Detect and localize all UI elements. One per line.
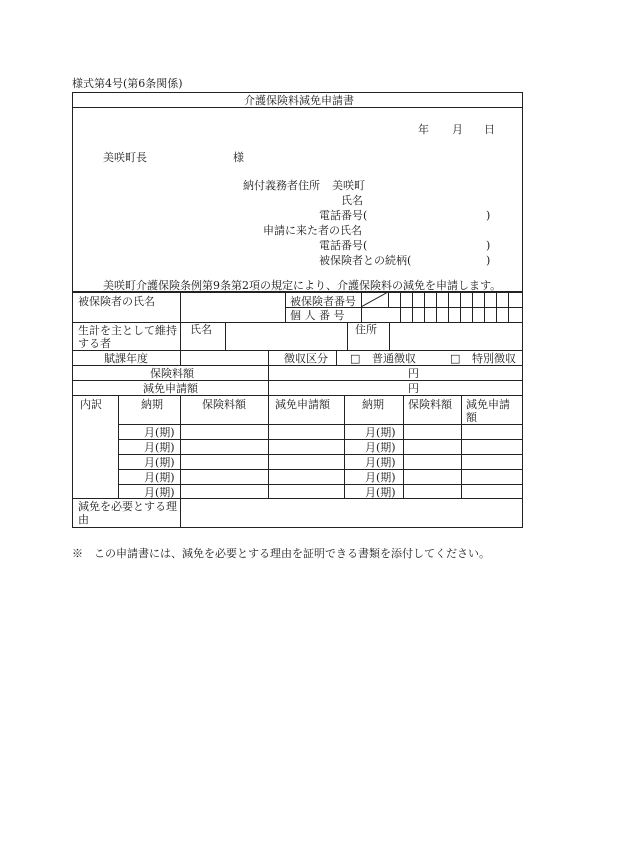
reduction-header-left: 減免申請額 (275, 398, 330, 411)
ordinary-checkbox[interactable]: □ (350, 352, 361, 365)
premium-header-left: 保険料額 (202, 398, 246, 411)
month-period-left-1: 月(期) (144, 426, 175, 439)
date-month: 月 (452, 123, 463, 136)
applicant-name-label: 氏名 (341, 194, 363, 207)
visitor-name-label: 申請に来た者の氏名 (263, 224, 362, 237)
form-title: 介護保険料減免申請書 (244, 94, 354, 107)
relation-label: 被保険者との続柄( (319, 254, 412, 267)
month-period-left-5: 月(期) (144, 486, 175, 499)
premium-header-right: 保険料額 (408, 398, 452, 411)
special-checkbox[interactable]: □ (450, 352, 461, 365)
month-period-right-5: 月(期) (365, 486, 396, 499)
form-frame (72, 92, 523, 292)
reduction-header-right: 減免申請額 (466, 398, 510, 424)
form-number: 様式第4号(第6条関係) (72, 77, 183, 90)
period-header-right: 納期 (362, 398, 384, 411)
date-year: 年 (418, 123, 429, 136)
footnote: ※ この申請書には、減免を必要とする理由を証明できる書類を添付してください。 (72, 547, 490, 560)
addressee-honorific: 様 (233, 151, 244, 164)
address-value: 美咲町 (332, 179, 365, 192)
month-period-left-4: 月(期) (144, 471, 175, 484)
month-period-left-3: 月(期) (144, 456, 175, 469)
breakdown-label: 内訳 (80, 398, 102, 411)
month-period-left-2: 月(期) (144, 441, 175, 454)
reduction-amount-label: 減免申請額 (143, 382, 198, 395)
premium-amount-label: 保険料額 (150, 367, 194, 380)
personal-number-label: 個 人 番 号 (290, 309, 345, 322)
reduction-yen: 円 (408, 382, 419, 395)
householder-address-label: 住所 (355, 323, 377, 336)
visitor-phone-close: ) (486, 239, 491, 252)
premium-yen: 円 (408, 367, 419, 380)
applicant-phone-label: 電話番号( (319, 209, 368, 222)
month-period-right-1: 月(期) (365, 426, 396, 439)
statement: 美咲町介護保険条例第9条第2項の規定により、介護保険料の減免を申請します。 (103, 279, 502, 292)
address-label: 納付義務者住所 (243, 179, 320, 192)
month-period-right-3: 月(期) (365, 456, 396, 469)
insured-number-label: 被保険者番号 (290, 295, 356, 308)
householder-name-label: 氏名 (190, 323, 212, 336)
applicant-phone-close: ) (486, 209, 491, 222)
insured-name-label: 被保険者の氏名 (78, 295, 155, 308)
month-period-right-2: 月(期) (365, 441, 396, 454)
fiscal-year-label: 賦課年度 (104, 352, 148, 365)
collection-type-label: 徴収区分 (284, 352, 328, 365)
date-day: 日 (484, 123, 495, 136)
visitor-phone-label: 電話番号( (319, 239, 368, 252)
month-period-right-4: 月(期) (365, 471, 396, 484)
special-collection-label: 特別徴収 (472, 352, 516, 365)
number-slash (361, 292, 389, 308)
householder-label: 生計を主として維持する者 (78, 324, 177, 350)
ordinary-collection-label: 普通徴収 (372, 352, 416, 365)
addressee-mayor: 美咲町長 (103, 151, 147, 164)
relation-close: ) (486, 254, 491, 267)
reason-label: 減免を必要とする理由 (78, 500, 177, 526)
period-header-left: 納期 (141, 398, 163, 411)
